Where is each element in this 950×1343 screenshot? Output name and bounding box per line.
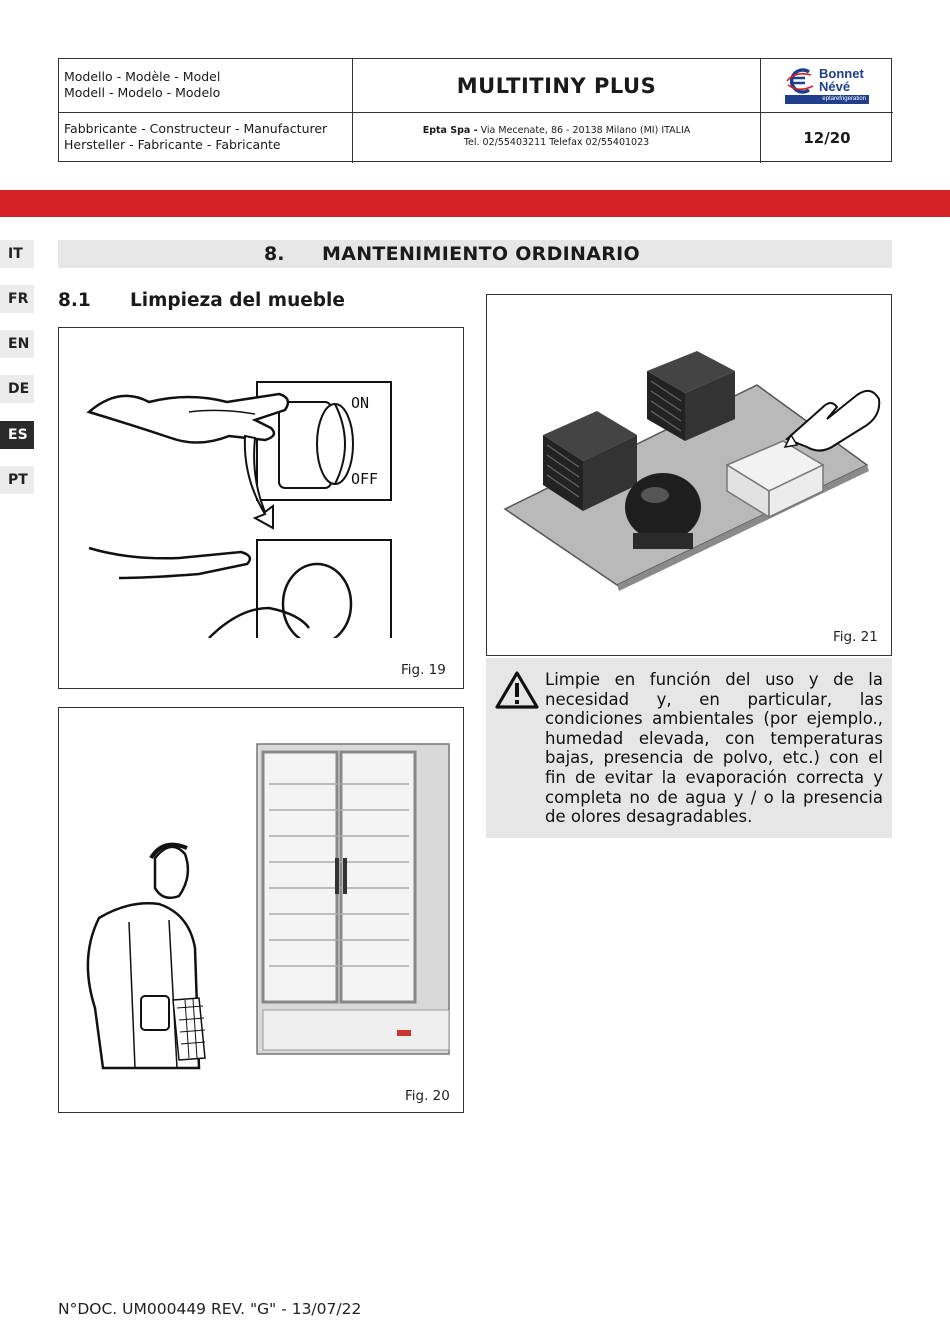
brand-logo: [785, 67, 871, 107]
subsection-title: Limpieza del mueble: [130, 290, 345, 311]
cleaning-cabinet-illustration: [59, 708, 464, 1088]
lang-tab-fr[interactable]: FR: [0, 285, 34, 313]
model-label-line2: Modell - Modelo - Modelo: [64, 85, 221, 100]
lang-tab-es[interactable]: ES: [0, 421, 34, 449]
figure-20-caption: Fig. 20: [405, 1088, 450, 1104]
company-name: Epta Spa -: [422, 125, 478, 136]
euro-swirl-icon: [785, 67, 817, 95]
warning-note: [486, 658, 892, 838]
subsection-number: 8.1: [58, 290, 91, 311]
manufacturer-label-cell: [59, 113, 353, 163]
company-phone-fax: Tel. 02/55403211 Telefax 02/55401023: [463, 137, 650, 148]
manufacturer-label-line2: Hersteller - Fabricante - Fabricante: [64, 137, 281, 152]
lang-tab-de[interactable]: DE: [0, 375, 34, 403]
warning-text: Limpie en función del uso y de la necesidad y, en particular, las condiciones ambientales (por ejemplo., humedad elevada, con temperaturas bajas, presencia de polvo, etc.) con el fin de evitar la evaporación correcta y completa no de agua y / o la presencia de olores desagradables.: [545, 670, 883, 827]
figure-19: [58, 327, 464, 689]
section-title: MANTENIMIENTO ORDINARIO: [322, 243, 640, 265]
company-address: Via Mecenate, 86 - 20138 Milano (MI) ITALIA: [480, 125, 691, 136]
manufacturer-label-line1: Fabbricante - Constructeur - Manufacturer: [64, 121, 328, 136]
model-label-cell: [59, 59, 353, 113]
lang-tab-en[interactable]: EN: [0, 330, 34, 358]
model-label-line1: Modello - Modèle - Model: [64, 69, 221, 84]
condensing-unit-illustration: [487, 295, 892, 615]
brand-logo-cell: [761, 59, 893, 113]
brand-name: Bonnet Névé: [819, 66, 864, 94]
figure-21: [486, 294, 892, 656]
figure-19-caption: Fig. 19: [401, 662, 446, 678]
product-title: MULTITINY PLUS: [353, 59, 761, 113]
figure-21-caption: Fig. 21: [833, 629, 878, 645]
section-number: 8.: [264, 243, 285, 265]
page-number: 12/20: [803, 129, 851, 147]
switch-off-illustration: [59, 328, 464, 638]
switch-on-label: ON: [351, 394, 370, 412]
red-divider-band: [0, 190, 950, 217]
lang-tab-pt[interactable]: PT: [0, 466, 34, 494]
lang-tab-it[interactable]: IT: [0, 240, 34, 268]
document-reference: N°DOC. UM000449 REV. "G" - 13/07/22: [58, 1300, 362, 1318]
section-heading: [58, 240, 892, 268]
warning-triangle-icon: [494, 670, 540, 710]
manufacturer-address: [353, 113, 761, 163]
figure-20: [58, 707, 464, 1113]
switch-off-label: OFF: [351, 470, 379, 488]
document-header: [58, 58, 892, 162]
brand-tagline: eptarefrigeration: [785, 95, 869, 104]
